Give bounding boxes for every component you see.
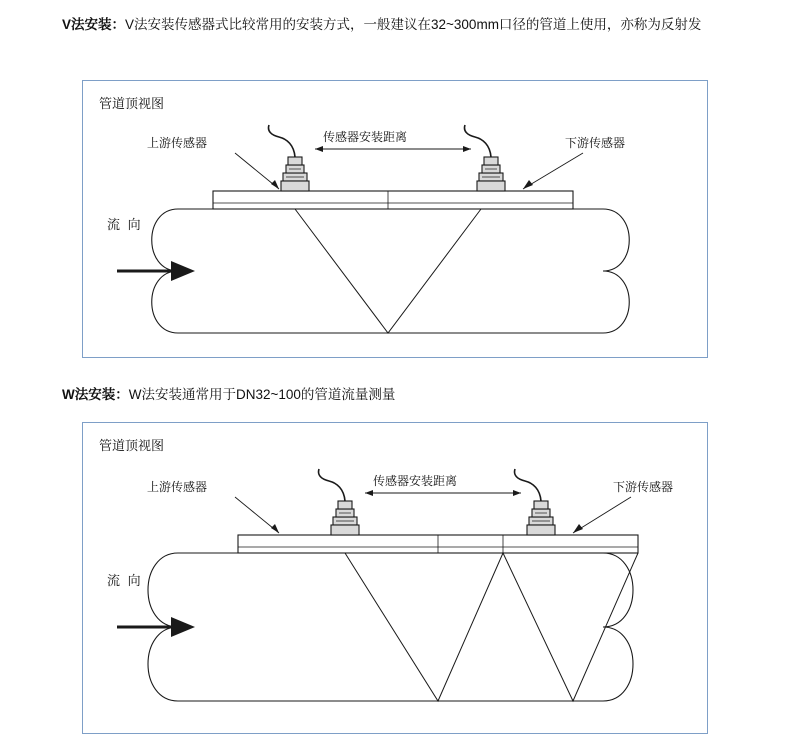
label-flow-direction-v: 流 向 (107, 217, 143, 232)
figure-w-title: 管道顶视图 (99, 438, 165, 453)
paragraph-w-lead: W法安装： (62, 387, 129, 402)
label-downstream-sensor-v: 下游传感器 (565, 136, 626, 150)
label-downstream-sensor-w: 下游传感器 (613, 480, 674, 494)
figure-v-title: 管道顶视图 (99, 96, 165, 111)
figure-w-drawing (83, 423, 707, 733)
label-flow-direction-w: 流 向 (107, 573, 143, 588)
figure-v-method (82, 80, 708, 358)
paragraph-w-text: W法安装通常用于DN32~100的管道流量测量 (128, 387, 396, 402)
label-install-distance-v: 传感器安装距离 (323, 130, 408, 144)
paragraph-v-text: V法安装传感器式比较常用的安装方式，一般建议在32~300mm口径的管道上使用，亦称为反射发 (125, 17, 702, 32)
figure-w-method (82, 422, 708, 734)
paragraph-w-method (62, 382, 722, 408)
label-install-distance-w: 传感器安装距离 (373, 474, 458, 488)
figure-v-drawing (83, 81, 707, 357)
paragraph-v-lead: V法安装： (62, 17, 126, 32)
label-upstream-sensor-w: 上游传感器 (147, 480, 208, 494)
label-upstream-sensor-v: 上游传感器 (147, 136, 208, 150)
paragraph-v-method (62, 12, 712, 38)
